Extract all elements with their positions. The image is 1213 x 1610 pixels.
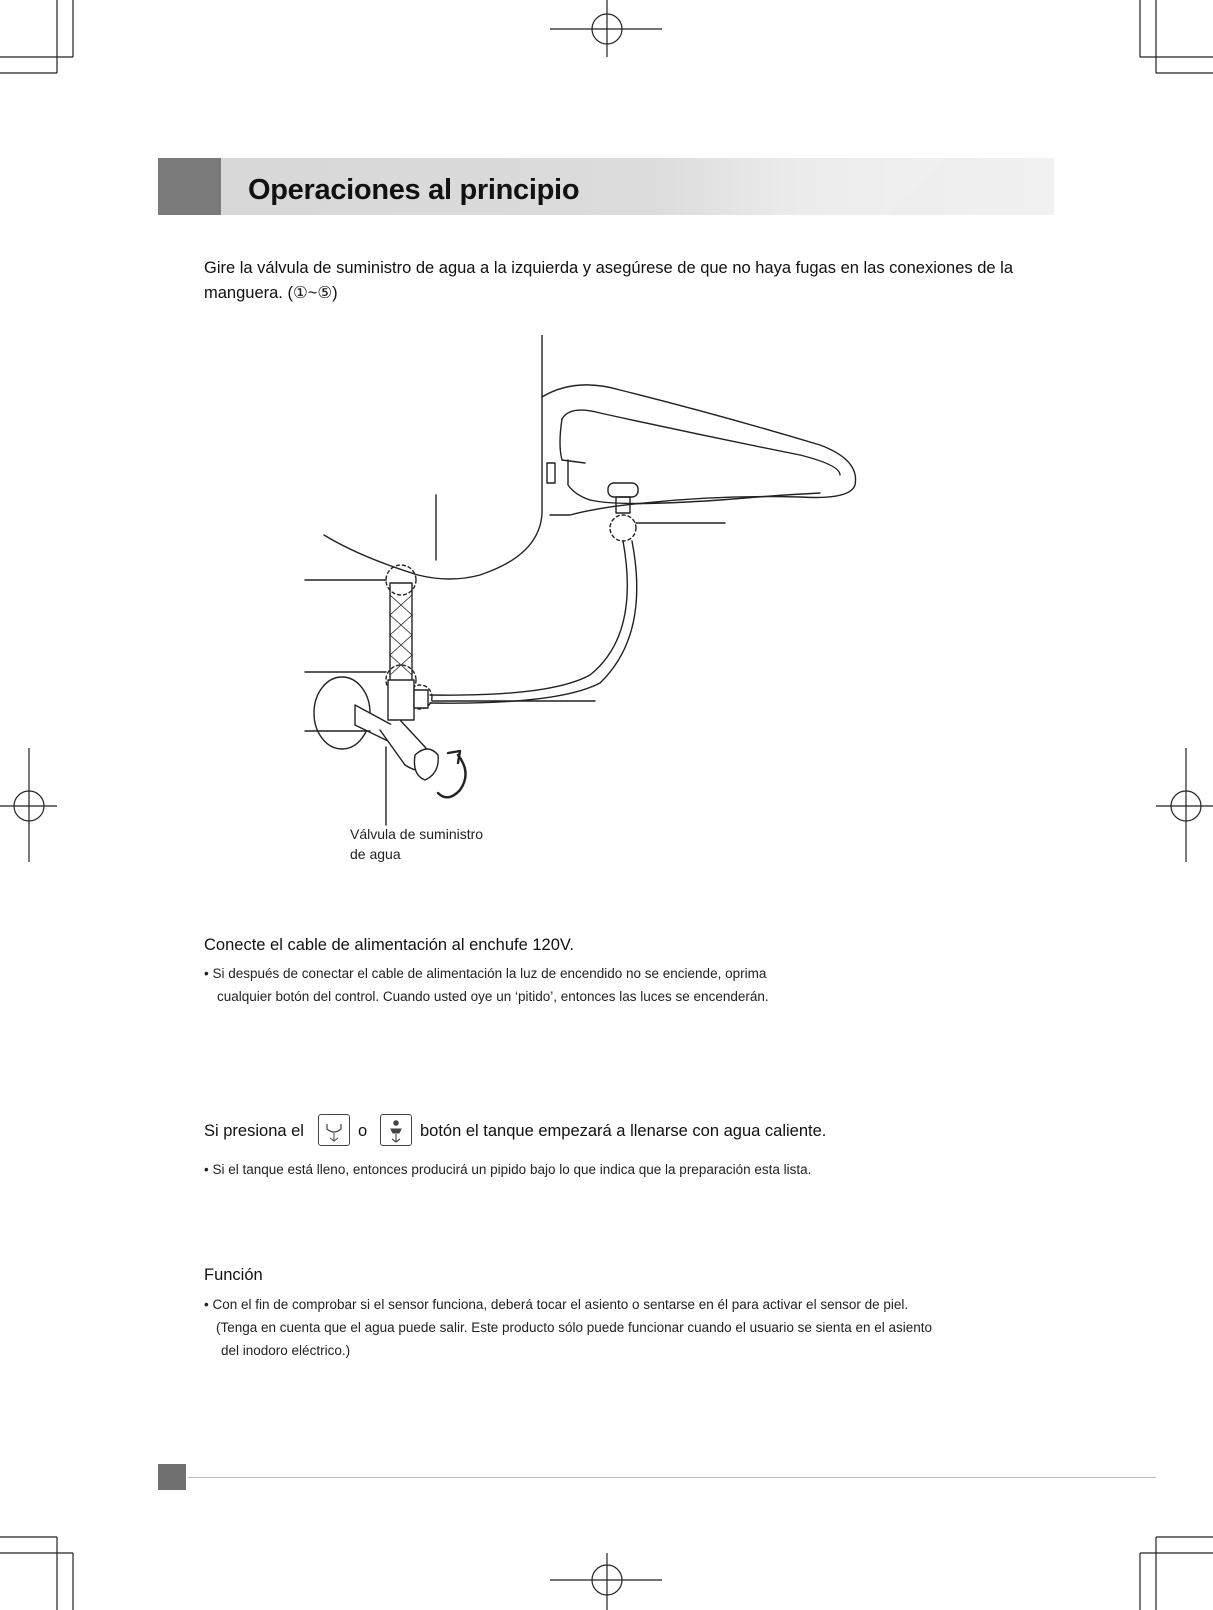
rear-wash-button-icon [318, 1114, 350, 1146]
power-cable-heading: Conecte el cable de alimentación al enchufe 120V. [204, 936, 574, 954]
tank-fill-heading-part1: Si presiona el [204, 1122, 304, 1140]
power-cable-note-line2: cualquier botón del control. Cuando usted oye un ‘pitido’, entonces las luces se encenderán. [217, 989, 769, 1004]
tank-fill-heading-part2: botón el tanque empezará a llenarse con agua caliente. [420, 1122, 827, 1140]
bidet-wash-button-icon [380, 1114, 412, 1146]
step1-instruction: Gire la válvula de suministro de agua a la izquierda y asegúrese de que no haya fugas en las conexiones de la manguera. (①~⑤) [204, 259, 1014, 302]
page-title: Operaciones al principio [248, 174, 580, 206]
bidet-seat-side [560, 419, 585, 463]
bidet-hose [430, 541, 637, 703]
bidet-seat-lid-line [562, 410, 840, 475]
tee-fitting [388, 680, 414, 720]
footer-rule [188, 1477, 1156, 1478]
bidet-seat-side [568, 460, 590, 500]
power-cable-note-line1: • Si después de conectar el cable de alimentación la luz de encendido no se enciende, oprima [204, 966, 767, 981]
bidet-side-switch [547, 463, 555, 483]
valve-handle [414, 749, 438, 780]
tank-fill-heading-or: o [358, 1122, 368, 1140]
valve-label-line1: Válvula de suministro [350, 826, 484, 842]
function-heading: Función [204, 1266, 263, 1284]
installation-diagram [300, 335, 900, 835]
toilet-body-outline [324, 335, 542, 579]
counterclockwise-arrow-head [448, 751, 460, 763]
counterclockwise-arrow [438, 755, 466, 797]
tee-outlet [414, 690, 428, 708]
seat-inlet-port [608, 483, 638, 497]
connection-point-5 [610, 515, 636, 541]
footer-page-marker [158, 1464, 186, 1490]
tank-full-note: • Si el tanque está lleno, entonces producirá un pipido bajo lo que indica que la preparación esta lista. [204, 1162, 812, 1177]
function-note [204, 1293, 932, 1362]
bidet-seat-outline [542, 385, 856, 515]
function-note-line1: • Con el fin de comprobar si el sensor funciona, deberá tocar el asiento o sentarse en él para activar el sensor de piel. [204, 1297, 909, 1312]
function-note-line2: (Tenga en cuenta que el agua puede salir. Este producto sólo puede funcionar cuando el usuario se sienta en el asiento [216, 1320, 933, 1335]
bidet-hose [430, 541, 627, 695]
power-cable-note [204, 962, 769, 1008]
valve-label-line2: de agua [350, 846, 401, 862]
valve-label [350, 824, 550, 864]
function-note-line3: del inodoro eléctrico.) [221, 1343, 351, 1358]
header-accent-block [158, 158, 221, 215]
